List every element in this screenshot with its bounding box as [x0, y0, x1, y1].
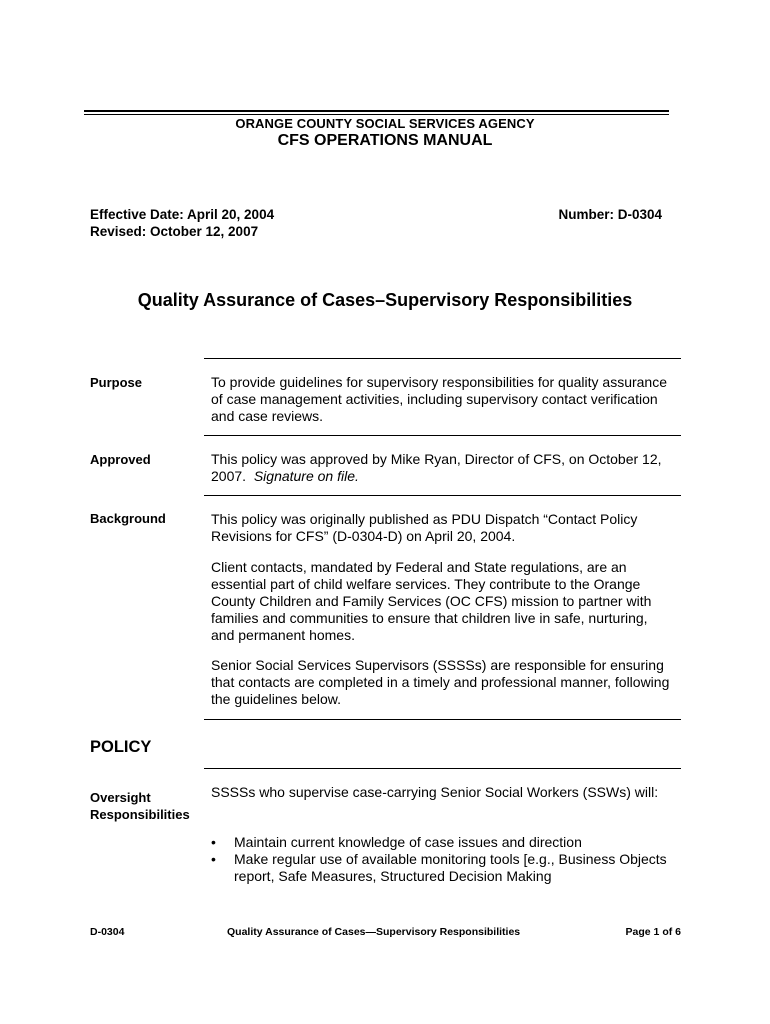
- bullet-icon: •: [211, 851, 216, 867]
- bullet-text: Make regular use of available monitoring tools [e.g., Business Objects report, Safe Measures, Structured Decision Making: [234, 851, 667, 884]
- header-rule: [84, 110, 669, 115]
- policy-number: Number: D-0304: [558, 207, 662, 222]
- oversight-intro: SSSSs who supervise case-carrying Senior Social Workers (SSWs) will:: [211, 784, 659, 800]
- purpose-label: Purpose: [90, 375, 143, 390]
- footer-page: Page 1 of 6: [625, 926, 681, 938]
- approved-label: Approved: [90, 452, 151, 467]
- oversight-label: [90, 789, 190, 823]
- background-label: Background: [90, 511, 166, 526]
- approved-statement: This policy was approved by Mike Ryan, Director of CFS, on October 12, 2007.: [211, 451, 662, 484]
- agency-name: ORANGE COUNTY SOCIAL SERVICES AGENCY: [235, 116, 535, 131]
- list-item: [211, 851, 681, 885]
- background-paragraph: This policy was originally published as PDU Dispatch “Contact Policy Revisions for CFS” (D-0304-D) on April 20, 2004.: [211, 511, 638, 544]
- section-rule: [204, 495, 681, 496]
- document-title: Quality Assurance of Cases–Supervisory Responsibilities: [137, 290, 633, 310]
- revised-date: Revised: October 12, 2007: [90, 224, 259, 239]
- purpose-text: To provide guidelines for supervisory responsibilities for quality assurance of case management activities, including supervisory contact verification and case reviews.: [211, 374, 668, 424]
- section-rule: [204, 768, 681, 769]
- background-paragraph: Senior Social Services Supervisors (SSSSs) are responsible for ensuring that contacts are completed in a timely and professional manner, following the guidelines below.: [211, 657, 670, 707]
- footer-title: Quality Assurance of Cases—Supervisory Responsibilities: [227, 926, 521, 938]
- footer-number: D-0304: [90, 926, 125, 938]
- bullet-text: Maintain current knowledge of case issues and direction: [234, 834, 582, 850]
- oversight-bullet-list: [211, 834, 681, 885]
- signature-note: Signature on file.: [253, 468, 359, 484]
- approved-text: [211, 451, 671, 485]
- section-rule: [204, 435, 681, 436]
- section-rule: [204, 358, 681, 359]
- oversight-label-line: Oversight: [90, 790, 151, 805]
- section-rule: [204, 719, 681, 720]
- policy-heading: POLICY: [90, 738, 152, 756]
- background-paragraph: Client contacts, mandated by Federal and State regulations, are an essential part of child welfare services. They contribute to the Orange County Children and Family Services (OC CFS) mission to partner with families and communities to ensure that children live in safe, nurturing, and permanent homes.: [211, 559, 652, 643]
- bullet-icon: •: [211, 834, 216, 850]
- effective-date: Effective Date: April 20, 2004: [90, 207, 275, 222]
- list-item: [211, 834, 681, 851]
- manual-title: CFS OPERATIONS MANUAL: [277, 132, 493, 149]
- oversight-label-line: Responsibilities: [90, 807, 190, 822]
